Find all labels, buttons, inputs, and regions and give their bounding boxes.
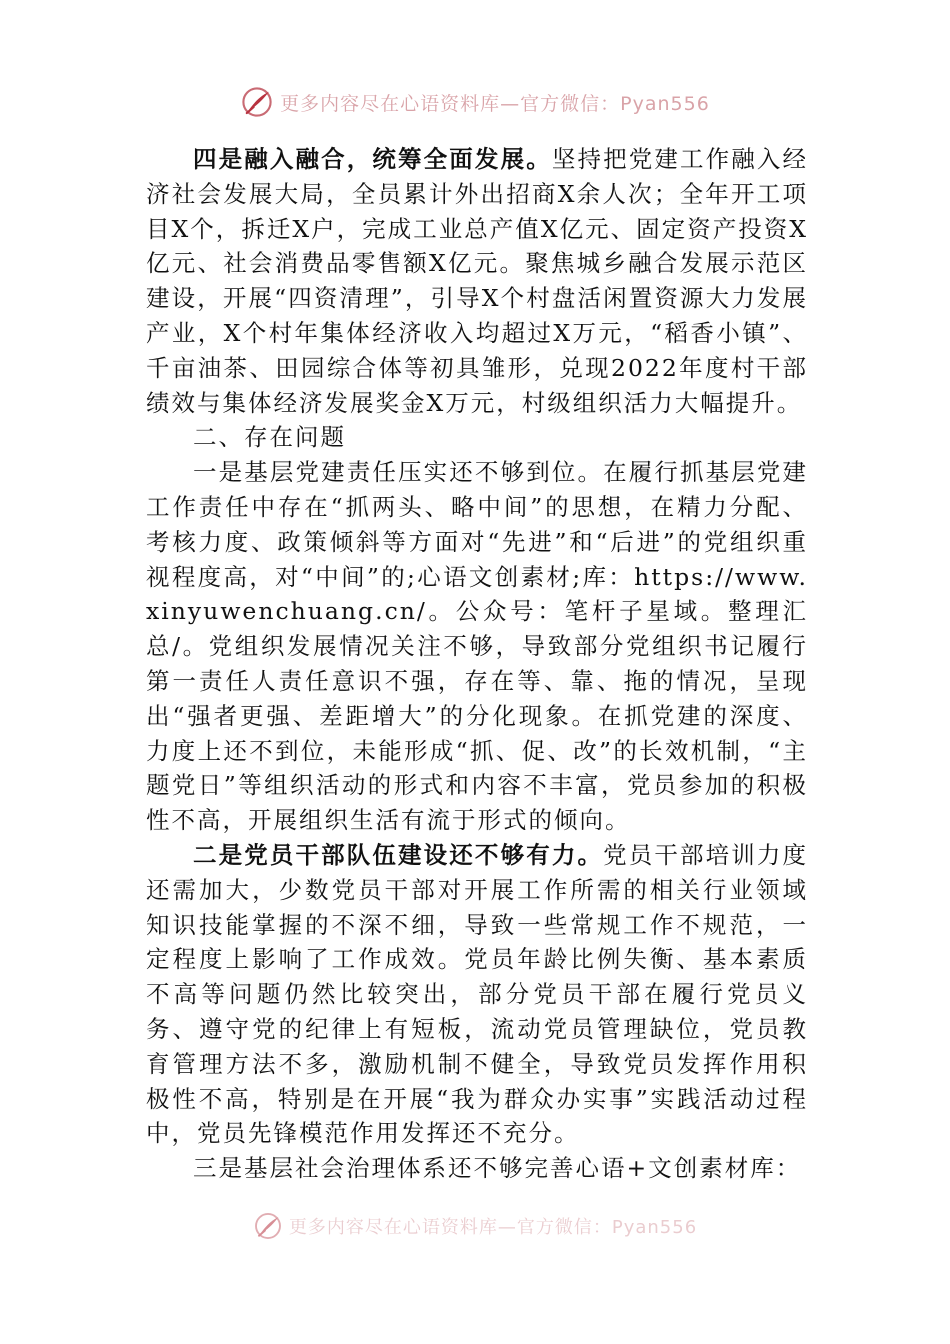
paragraph-lead-bold: 二是党员干部队伍建设还不够有力。 xyxy=(193,840,604,869)
paragraph-integration-development xyxy=(146,142,808,420)
feather-pen-logo-icon xyxy=(253,1211,283,1241)
header-watermark xyxy=(0,82,950,122)
paragraph-social-governance xyxy=(146,1151,808,1186)
section-heading-problems: 二、存在问题 xyxy=(193,423,346,452)
footer-watermark xyxy=(0,1208,950,1244)
paragraph-lead-bold: 四是融入融合，统筹全面发展。 xyxy=(193,145,552,173)
paragraph-responsibility xyxy=(146,455,808,838)
paragraph-body: 党员干部培训力度还需加大，少数党员干部对开展工作所需的相关行业领域知识技能掌握的不深不细，导致一些常规工作不规范，一定程度上影响了工作成效。党员年龄比例失衡、基本素质不高等问题仍然比较突出，部分党员干部在履行党员义务、遵守党的纪律上有短板，流动党员管理缺位，党员教育管理方法不多，激励机制不健全，导致党员发挥作用积极性不高，特别是在开展“我为群众办实事”实践活动过程中，党员先锋模范作用发挥还不充分。 xyxy=(146,840,809,1148)
paragraph-body: 坚持把党建工作融入经济社会发展大局，全员累计外出招商X余人次；全年开工项目X个，拆迁X户，完成工业总产值X亿元、固定资产投资X亿元、社会消费品零售额X亿元。聚焦城乡融合发展示范区建设，开展“四资清理”，引导X个村盘活闲置资源大力发展产业，X个村年集体经济收入均超过X万元，“稻香小镇”、千亩油茶、田园综合体等初具雏形，兑现2022年度村干部绩效与集体经济发展奖金X万元，村级组织活力大幅提升。 xyxy=(146,145,809,417)
paragraph-cadre-team xyxy=(146,838,808,1151)
header-watermark-text: 更多内容尽在心语资料库—官方微信：Pyan556 xyxy=(280,92,710,115)
footer-watermark-text: 更多内容尽在心语资料库—官方微信：Pyan556 xyxy=(288,1217,698,1238)
paragraph-body: 一是基层党建责任压实还不够到位。在履行抓基层党建工作责任中存在“抓两头、略中间”的思想，在精力分配、考核力度、政策倾斜等方面对“先进”和“后进”的党组织重视程度高，对“中间”的;心语文创素材;库：https://www.xinyuwenchuang.cn/。公众号：笔杆子星域。整理汇总/。党组织发展情况关注不够，导致部分党组织书记履行第一责任人责任意识不强，存在等、靠、拖的情况，呈现出“强者更强、差距增大”的分化现象。在抓党建的深度、力度上还不到位，未能形成“抓、促、改”的长效机制，“主题党日”等组织活动的形式和内容不丰富，党员参加的积极性不高，开展组织生活有流于形式的倾向。 xyxy=(146,458,808,835)
paragraph-body: 三是基层社会治理体系还不够完善心语+文创素材库： xyxy=(193,1154,802,1183)
document-body xyxy=(146,142,808,1186)
feather-pen-logo-icon xyxy=(240,85,274,119)
